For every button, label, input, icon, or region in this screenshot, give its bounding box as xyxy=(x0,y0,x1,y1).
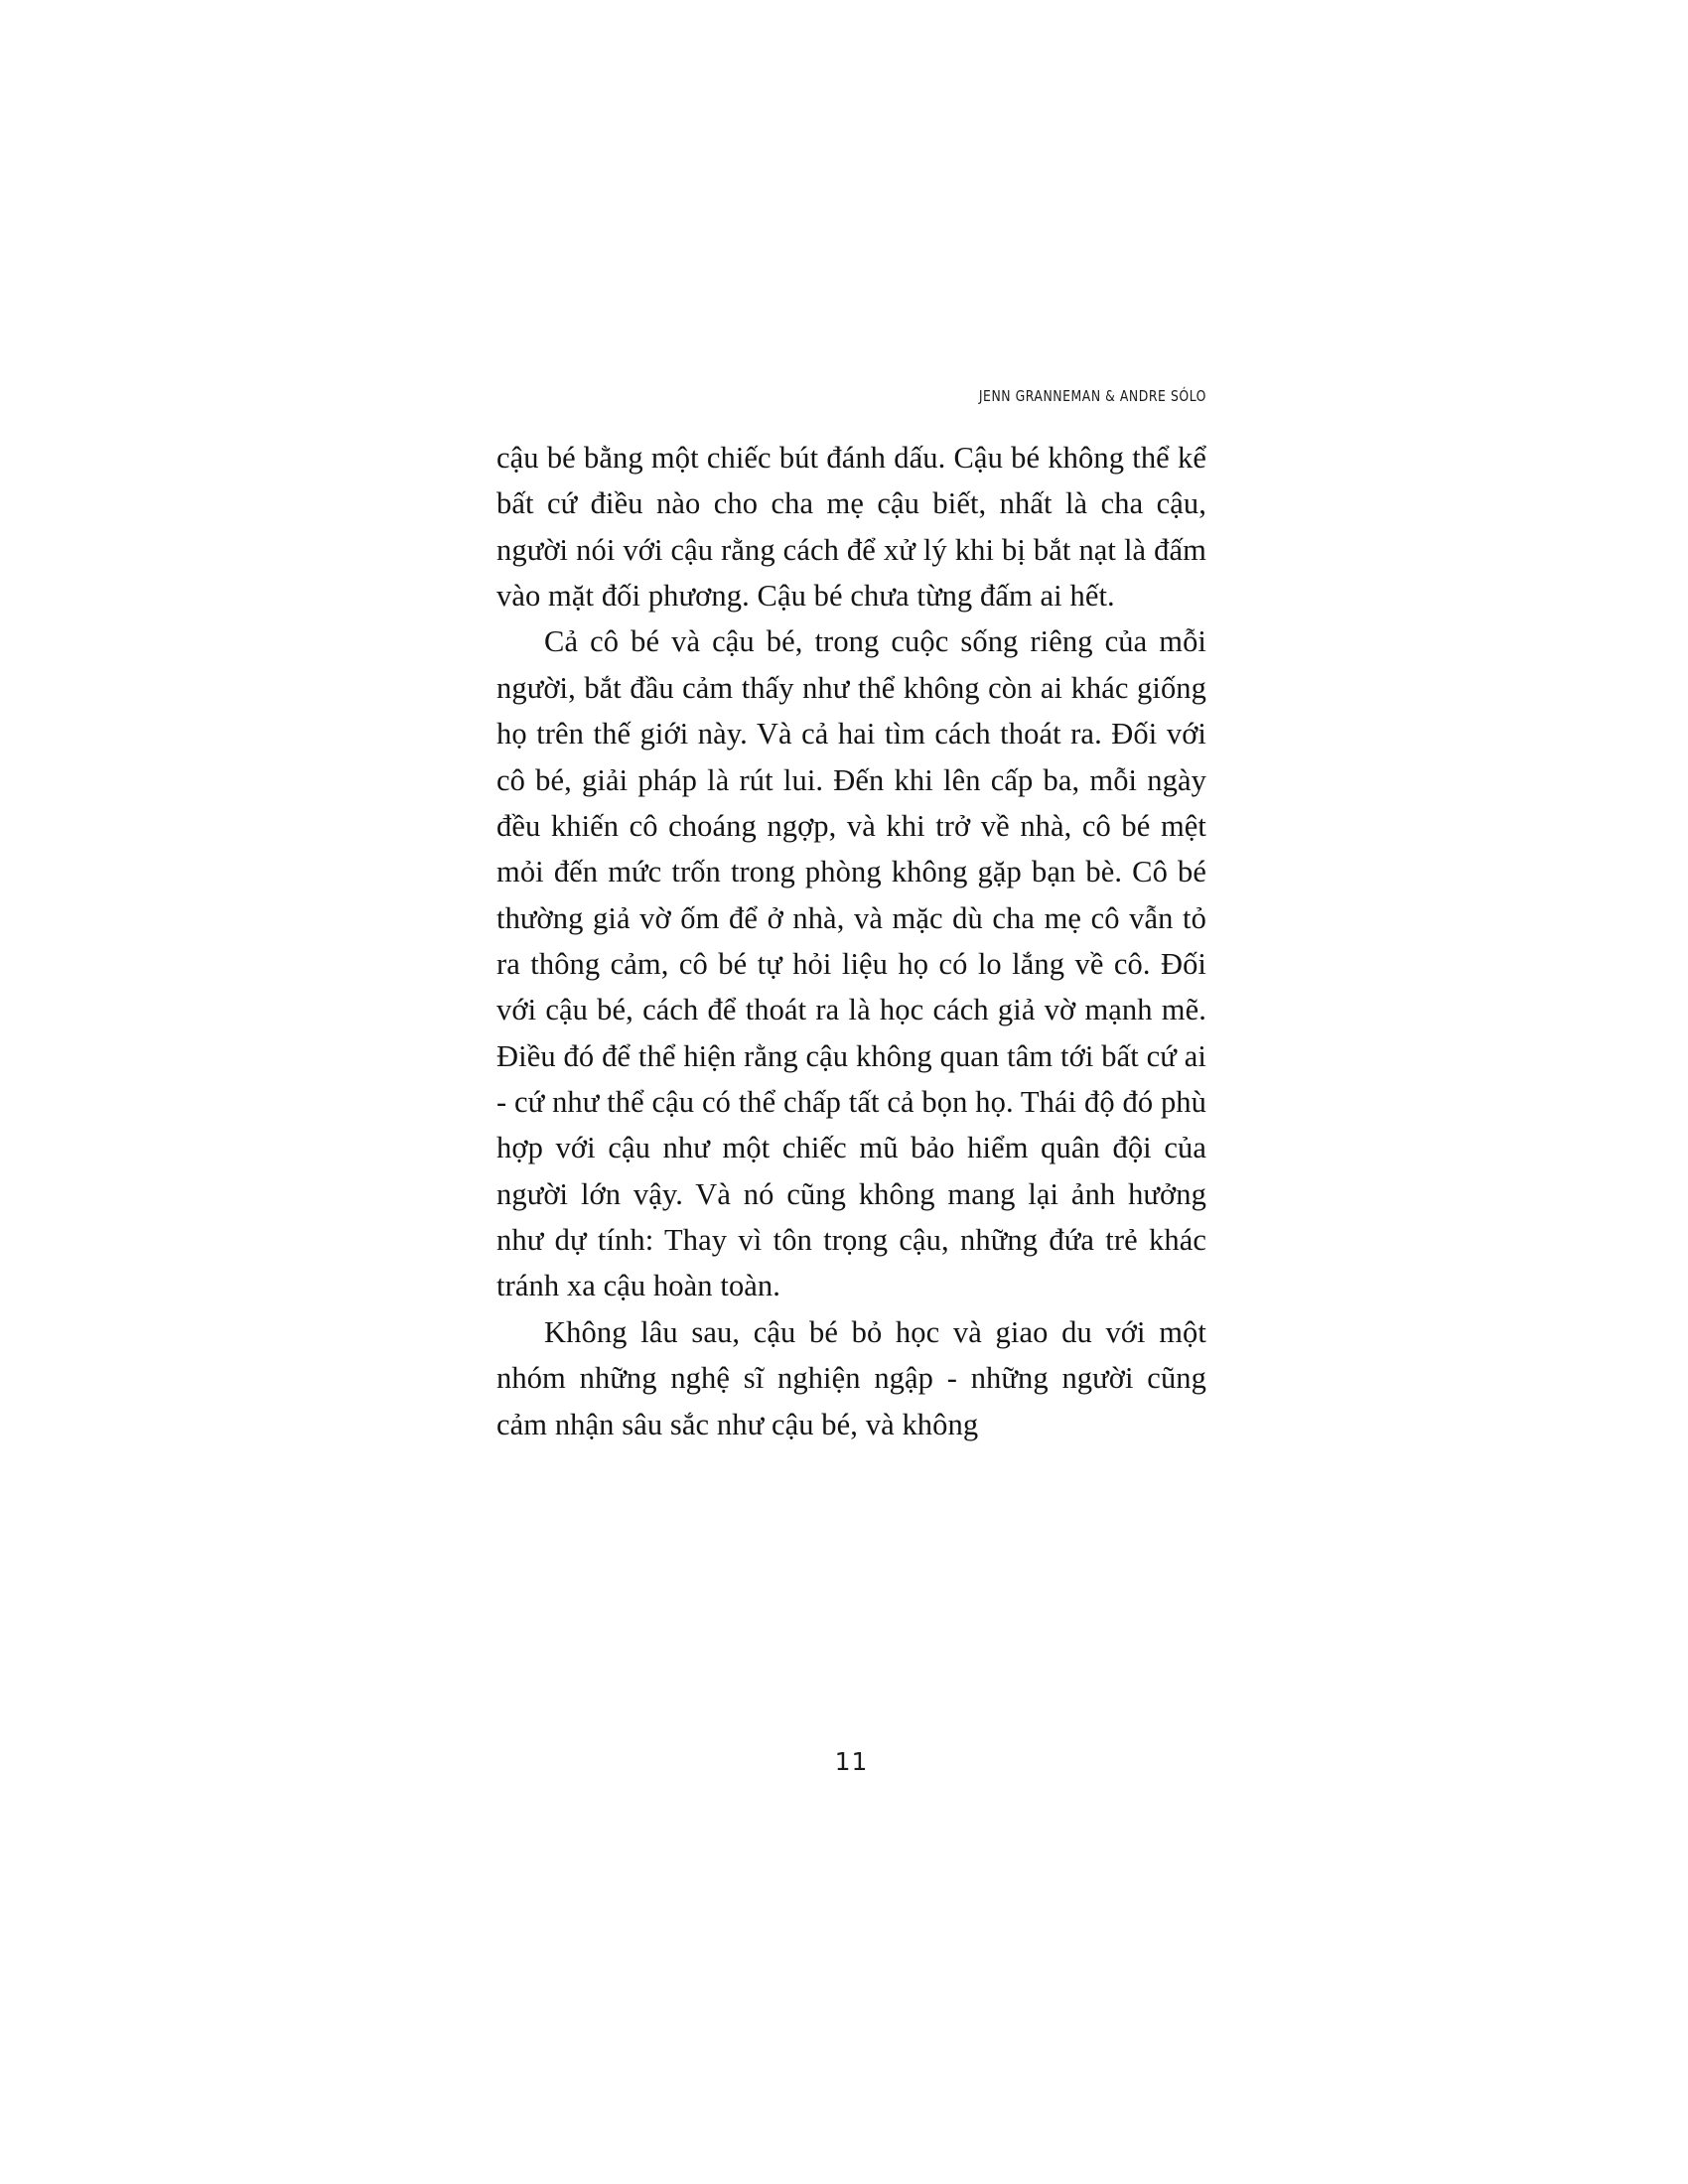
text-column xyxy=(496,387,1206,1776)
body-text xyxy=(496,435,1206,1447)
paragraph: Cả cô bé và cậu bé, trong cuộc sống riêng của mỗi người, bắt đầu cảm thấy như thể không còn ai khác giống họ trên thế giới này. Và cả hai tìm cách thoát ra. Đối với cô bé, giải pháp là rút lui. Đến khi lên cấp ba, mỗi ngày đều khiến cô choáng ngợp, và khi trở về nhà, cô bé mệt mỏi đến mức trốn trong phòng không gặp bạn bè. Cô bé thường giả vờ ốm để ở nhà, và mặc dù cha mẹ cô vẫn tỏ ra thông cảm, cô bé tự hỏi liệu họ có lo lắng về cô. Đối với cậu bé, cách để thoát ra là học cách giả vờ mạnh mẽ. Điều đó để thể hiện rằng cậu không quan tâm tới bất cứ ai - cứ như thể cậu có thể chấp tất cả bọn họ. Thái độ đó phù hợp với cậu như một chiếc mũ bảo hiểm quân đội của người lớn vậy. Và nó cũng không mang lại ảnh hưởng như dự tính: Thay vì tôn trọng cậu, những đứa trẻ khác tránh xa cậu hoàn toàn. xyxy=(496,624,1206,1303)
paragraph: Không lâu sau, cậu bé bỏ học và giao du với một nhóm những nghệ sĩ nghiện ngập - những người cũng cảm nhận sâu sắc như cậu bé, và không xyxy=(496,1314,1206,1441)
paragraph-continued: cậu bé bằng một chiếc bút đánh dấu. Cậu bé không thể kể bất cứ điều nào cho cha mẹ cậu biết, nhất là cha cậu, người nói với cậu rằng cách để xử lý khi bị bắt nạt là đấm vào mặt đối phương. Cậu bé chưa từng đấm ai hết. xyxy=(496,441,1206,614)
running-head: JENN GRANNEMAN & ANDRE SÓLO xyxy=(978,387,1206,405)
page-number: 11 xyxy=(834,1747,869,1776)
